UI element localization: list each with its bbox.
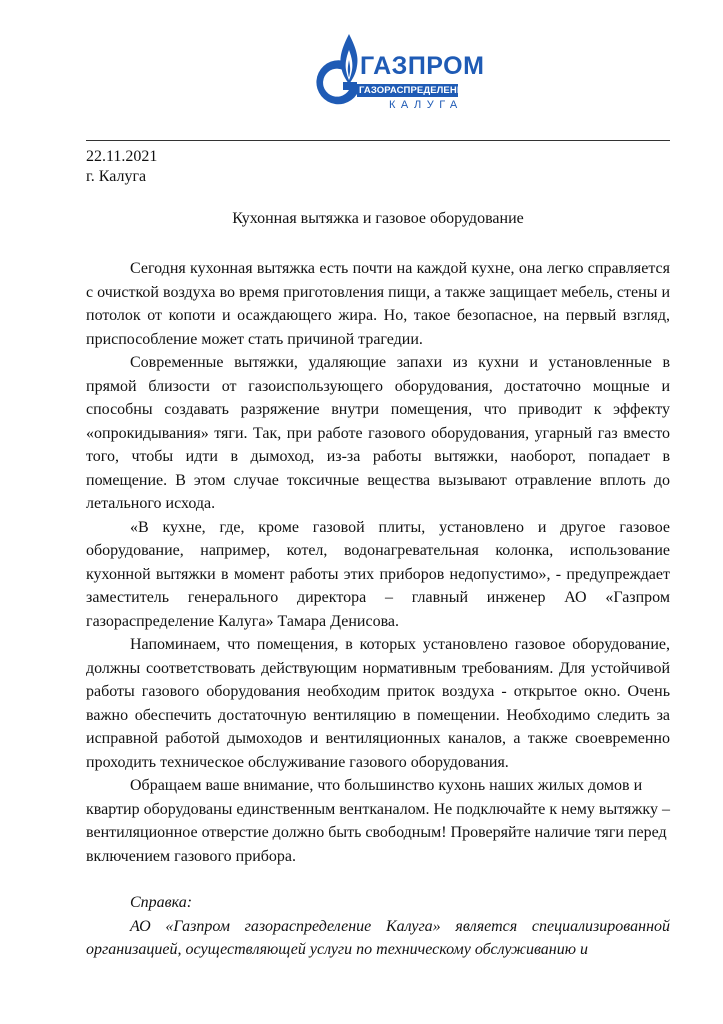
spacer <box>86 868 670 891</box>
company-logo <box>313 32 485 114</box>
paragraph: Напоминаем, что помещения, в которых установлено газовое оборудование, должны соответствовать действующим нормативным требованиям. Для устойчивой работы газового оборудования необходим приток воздуха - открытое окно. Очень важно обеспечить достаточную вентиляцию в помещении. Необходимо следить за исправной работой дымоходов и вентиляционных каналов, а также своевременно проходить техническое обслуживание газового оборудования. <box>86 636 670 771</box>
paragraph: «В кухне, где, кроме газовой плиты, установлено и другое газовое оборудование, например, котел, водонагревательная колонка, использование кухонной вытяжки в момент работы этих приборов недопустимо», - предупреждает заместитель генерального директора – главный инженер АО «Газпром газораспределение Калуга» Тамара Денисова. <box>86 518 670 630</box>
logo-subtitle: ГАЗОРАСПРЕДЕЛЕНИЕ <box>359 85 471 96</box>
paragraph: Обращаем ваше внимание, что большинство кухонь наших жилых домов и квартир оборудованы единственным вентканалом. Не подключайте к нему вытяжку – вентиляционное отверстие должно быть свободным! Проверяйте наличие тяги перед включением газового прибора. <box>86 777 670 865</box>
document-place: г. Калуга <box>86 168 147 185</box>
logo-name: ГАЗПРОМ <box>360 52 485 80</box>
document-body <box>86 257 670 962</box>
document-title: Кухонная вытяжка и газовое оборудование <box>232 210 524 227</box>
reference-heading: Справка: <box>130 894 193 911</box>
paragraph: Современные вытяжки, удаляющие запахи из кухни и установленные в прямой близости от газоиспользующего оборудования, достаточно мощные и способны создавать разряжение внутри помещения, что приводит к эффекту «опрокидывания» тяги. Так, при работе газового оборудования, угарный газ вместо того, чтобы идти в дымоход, из-за работы вытяжки, наоборот, попадает в помещение. В этом случае токсичные вещества вызывают отравление вплоть до летального исхода. <box>86 354 670 512</box>
paragraph: Сегодня кухонная вытяжка есть почти на каждой кухне, она легко справляется с очисткой воздуха во время приготовления пищи, а также защищает мебель, стены и потолок от копоти и осаждающего жира. Но, такое безопасное, на первый взгляд, приспособление может стать причиной трагедии. <box>86 260 670 348</box>
document-date: 22.11.2021 <box>86 148 158 165</box>
logo-city: КАЛУГА <box>389 99 463 111</box>
reference-text: АО «Газпром газораспределение Калуга» является специализированной организацией, осуществляющей услуги по техническому обслуживанию и <box>86 917 670 958</box>
document-meta <box>86 147 157 187</box>
header-divider <box>86 140 670 141</box>
